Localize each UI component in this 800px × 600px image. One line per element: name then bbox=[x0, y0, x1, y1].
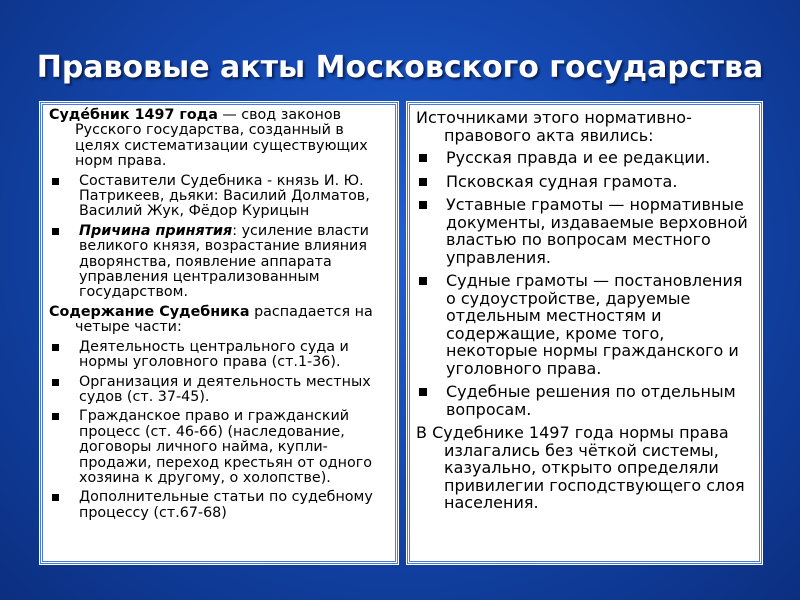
content-label: Содержание Судебника bbox=[49, 303, 250, 320]
conclusion-paragraph: В Судебнике 1497 года нормы права излагались без чёткой системы, казуально, открыто определяли привилегии господствующего слоя населения. bbox=[416, 423, 745, 512]
content-paragraph bbox=[49, 305, 389, 336]
right-panel bbox=[407, 102, 762, 564]
bullet-icon bbox=[52, 494, 59, 501]
source-text: Русская правда и ее редакции. bbox=[446, 148, 711, 167]
bullet-icon bbox=[52, 379, 59, 386]
content-text: распадается на четыре части: bbox=[75, 303, 373, 336]
intro-definition: — свод законов Русского государства, созданный в целях систематизации существующих норм права. bbox=[75, 107, 368, 170]
bullet-icon bbox=[419, 154, 427, 162]
intro-paragraph bbox=[49, 108, 389, 170]
bullet-icon bbox=[52, 228, 59, 235]
intro-term: Судéбник 1497 года bbox=[49, 107, 218, 123]
bullet-icon bbox=[419, 388, 427, 396]
part-text: Организация и деятельность местных судов (ст. 37-45). bbox=[79, 373, 371, 405]
part-text: Гражданское право и гражданский процесс (ст. 46-66) (наследование, договоры личного найма, купли-продажи, переход крестьян от одного хозяина к другому, о холопстве). bbox=[79, 408, 372, 486]
list-item bbox=[416, 383, 753, 418]
reason-label: Причина принятия bbox=[79, 222, 233, 239]
list-item bbox=[416, 149, 753, 167]
list-item bbox=[49, 490, 389, 521]
source-text: Уставные грамоты — нормативные документы, издаваемые верховной властью по вопросам местного управления. bbox=[446, 195, 748, 267]
list-item bbox=[49, 340, 389, 371]
source-text: Судные грамоты — постановления о судоустройстве, даруемые отдельным местностям и содержащие, кроме того, некоторые нормы гражданского и уголовного права. bbox=[446, 271, 743, 378]
source-text: Судебные решения по отдельным вопросам. bbox=[446, 382, 736, 419]
bullet-icon bbox=[52, 413, 59, 420]
bullet-icon bbox=[419, 277, 427, 285]
bullet-icon bbox=[419, 178, 427, 186]
list-item bbox=[49, 224, 389, 301]
list-item bbox=[416, 196, 753, 266]
list-item bbox=[49, 409, 389, 486]
list-item bbox=[416, 173, 753, 191]
reason-text: : усиление власти великого князя, возрастание влияния дворянства, появление аппарата управления централизованным государством. bbox=[79, 222, 369, 301]
slide-title: Правовые акты Московского государства bbox=[36, 50, 764, 85]
source-text: Псковская судная грамота. bbox=[446, 171, 678, 191]
part-text: Дополнительные статьи по судебному процессу (ст.67-68) bbox=[79, 489, 373, 521]
bullet-icon bbox=[52, 344, 59, 351]
bullet-icon bbox=[419, 201, 427, 209]
list-item bbox=[416, 272, 753, 377]
bullet-icon bbox=[52, 178, 59, 185]
list-item bbox=[49, 174, 389, 220]
list-item bbox=[49, 375, 389, 406]
left-panel bbox=[40, 102, 398, 564]
part-text: Деятельность центрального суда и нормы уголовного права (ст.1-36). bbox=[79, 338, 349, 371]
sources-intro: Источниками этого нормативно-правового акта явились: bbox=[416, 108, 692, 145]
compilers-text: Составители Судебника - князь И. Ю. Патрикеев, дьяки: Василий Долматов, Василий Жук, Фёдор Курицын bbox=[79, 172, 370, 220]
